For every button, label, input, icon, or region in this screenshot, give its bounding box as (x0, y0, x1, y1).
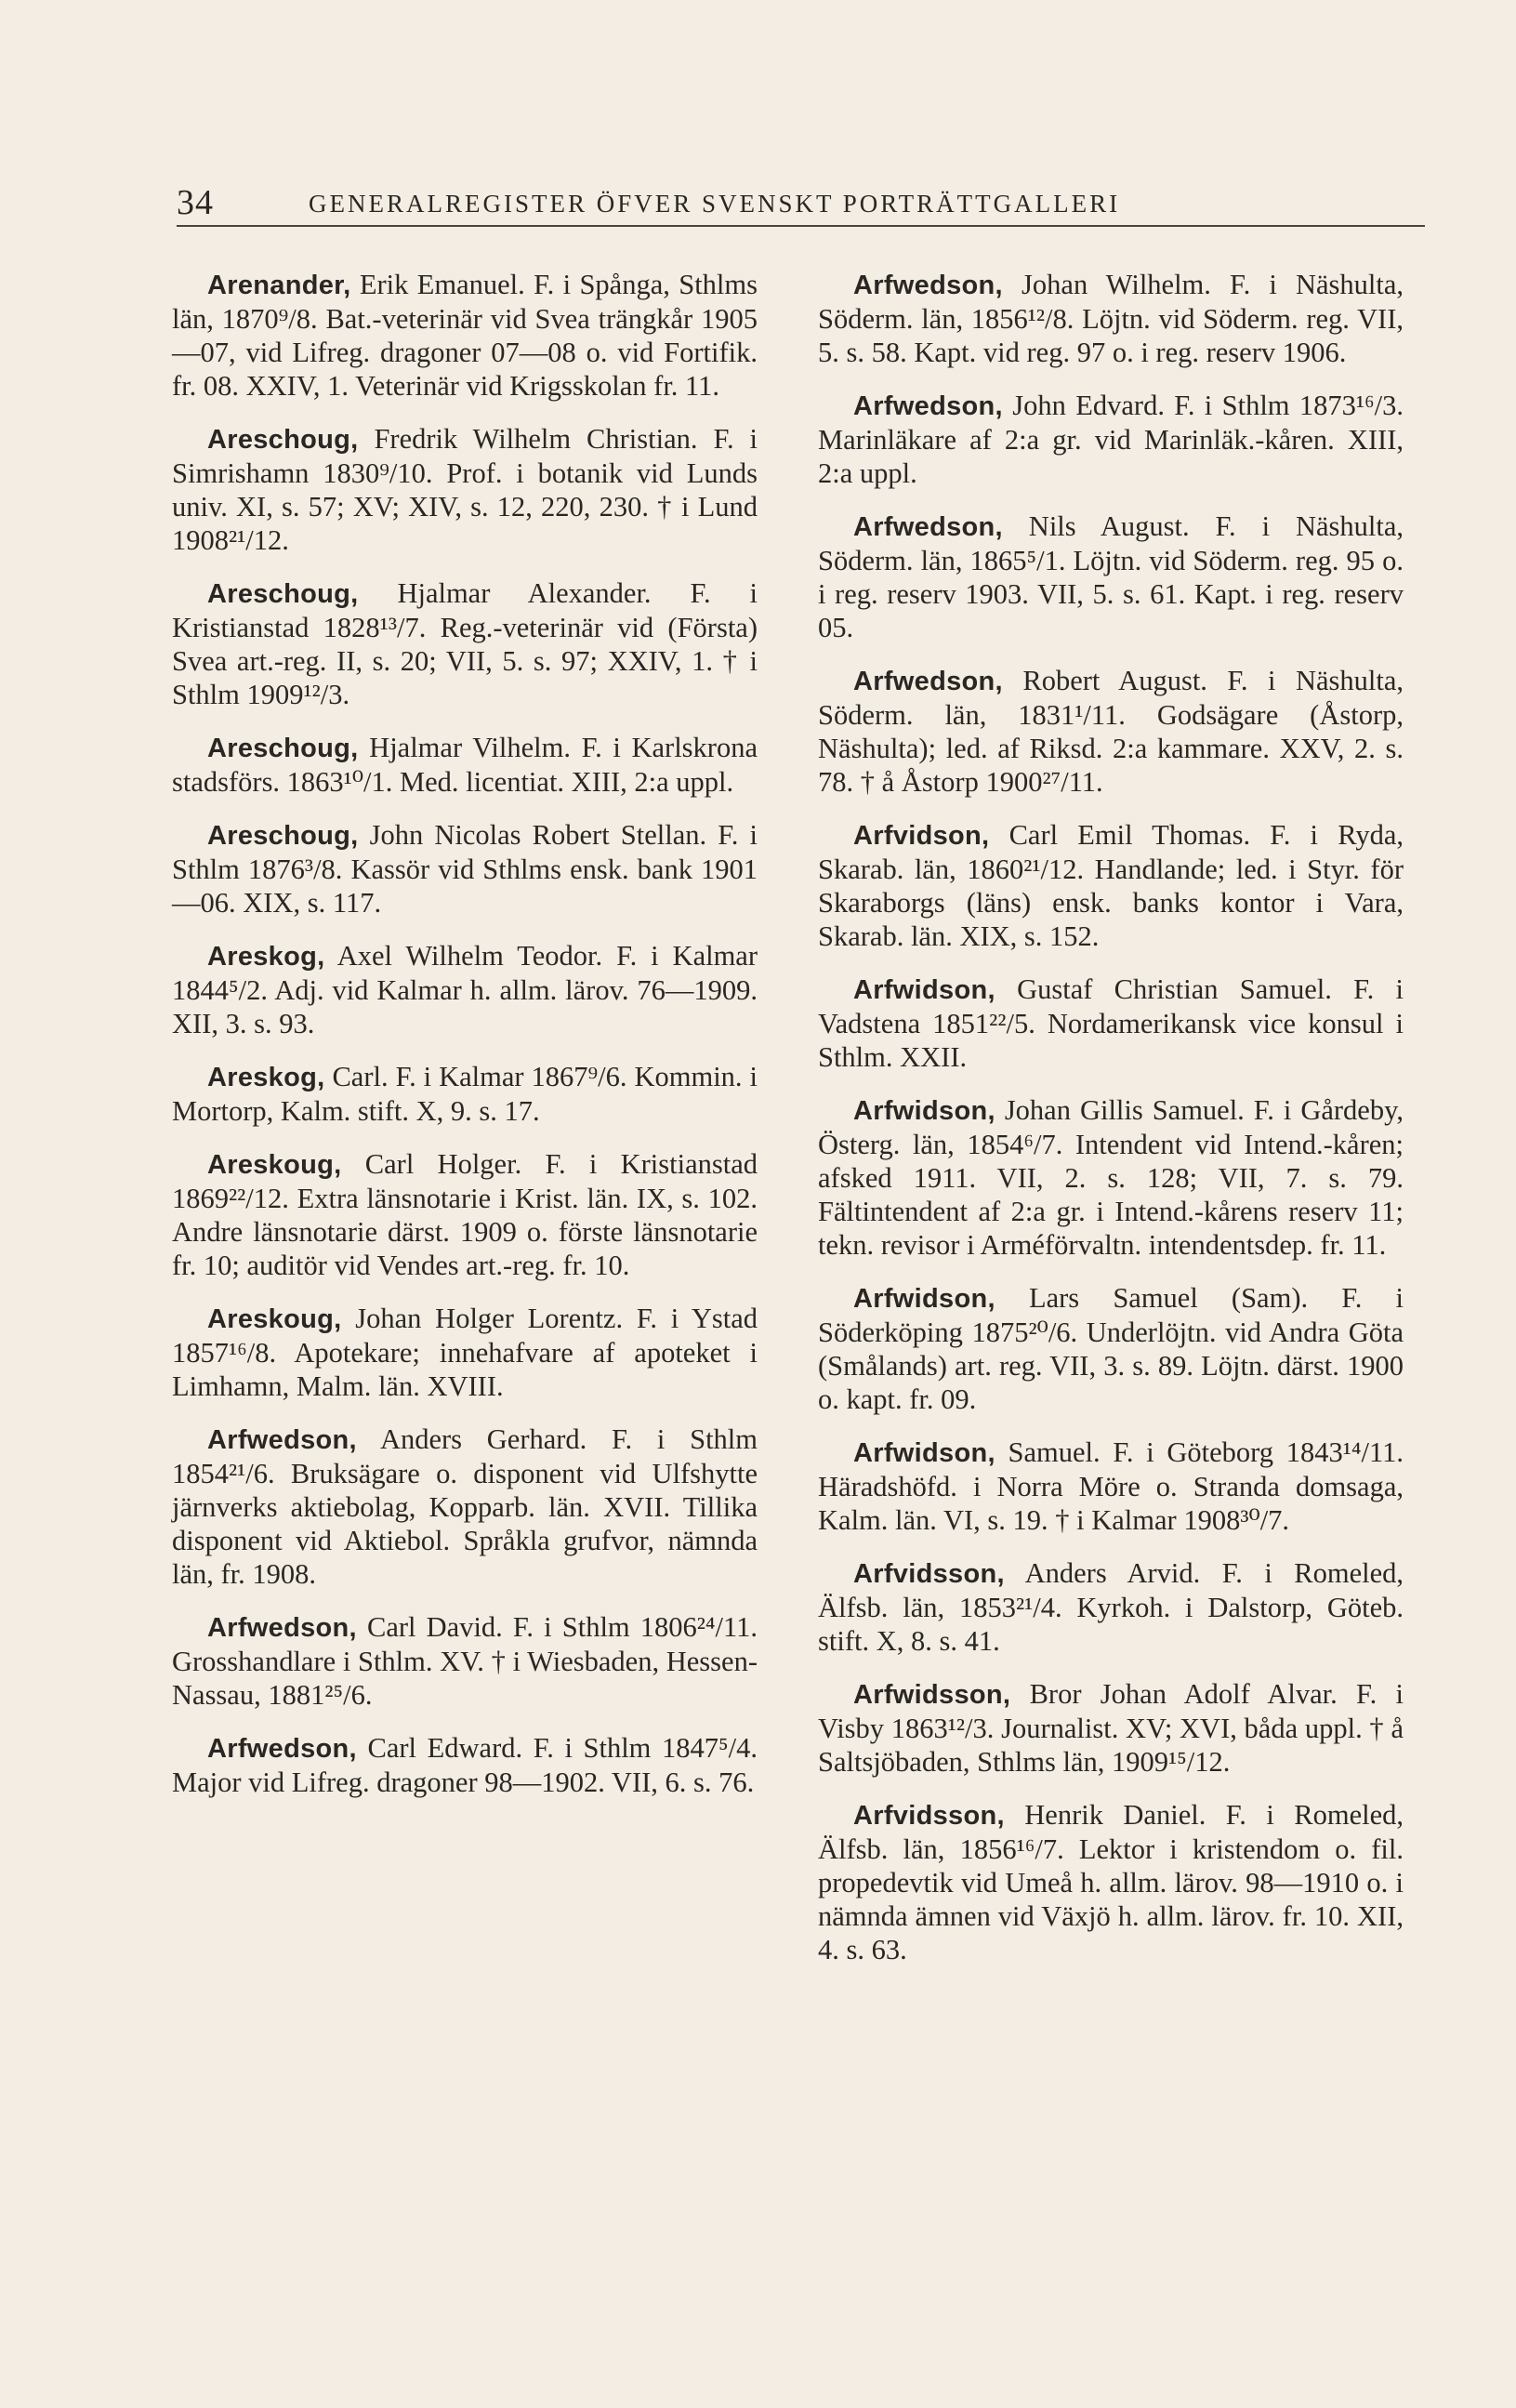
entry-name: Arfvidsson, (853, 1801, 1005, 1831)
right-column (818, 268, 1404, 1986)
register-entry (172, 1610, 758, 1712)
running-title: GENERALREGISTER ÖFVER SVENSKT PORTRÄTTGALLERI (309, 190, 1121, 218)
register-entry (172, 1060, 758, 1128)
entry-name: Arfwidson, (853, 1284, 995, 1314)
register-entry (818, 1798, 1404, 1966)
register-entry (172, 268, 758, 403)
register-entry (172, 1147, 758, 1282)
entry-text: Bror Johan Adolf Alvar. F. i Visby 1863¹²/3. Journalist. XV; XVI, båda uppl. † å Saltsjöbaden, Sthlms län, 1909¹⁵/12. (818, 1678, 1404, 1778)
entry-text: Robert August. F. i Näshulta, Söderm. län, 1831¹/11. Godsägare (Åstorp, Näshulta); led. af Riksd. 2:a kammare. XXV, 2. s. 78. † å Åstorp 1900²⁷/11. (818, 665, 1404, 798)
page-header (177, 182, 1425, 227)
entry-text: Nils August. F. i Näshulta, Söderm. län, 1865⁵/1. Löjtn. vid Söderm. reg. 95 o. i reg. reserv 1903. VII, 5. s. 61. Kapt. i reg. reserv 05. (818, 510, 1404, 643)
entry-text: Anders Arvid. F. i Romeled, Älfsb. län, 1853²¹/4. Kyrkoh. i Dalstorp, Göteb. stift. X, 8. s. 41. (818, 1557, 1404, 1657)
entry-text: Axel Wilhelm Teodor. F. i Kalmar 1844⁵/2. Adj. vid Kalmar h. allm. lärov. 76—1909. XII, 3. s. 93. (172, 940, 758, 1039)
entry-name: Arfwedson, (853, 271, 1003, 300)
entry-name: Arfwedson, (207, 1425, 357, 1455)
entry-text: Samuel. F. i Göteborg 1843¹⁴/11. Häradshöfd. i Norra Möre o. Stranda domsaga, Kalm. län. VI, s. 19. † i Kalmar 1908³⁰/7. (818, 1436, 1404, 1536)
register-entry (818, 1556, 1404, 1658)
register-entry (172, 1422, 758, 1591)
entry-text: Carl. F. i Kalmar 1867⁹/6. Kommin. i Mortorp, Kalm. stift. X, 9. s. 17. (172, 1061, 758, 1127)
register-entry (818, 389, 1404, 490)
entry-name: Arfwedson, (853, 667, 1003, 696)
register-entry (818, 664, 1404, 799)
entry-name: Areschoug, (207, 734, 359, 763)
entry-name: Arfwidson, (853, 975, 995, 1005)
entry-name: Arfvidsson, (853, 1559, 1005, 1589)
entry-name: Areschoug, (207, 579, 359, 609)
entry-name: Arfwedson, (207, 1613, 357, 1643)
entry-name: Arfwidson, (853, 1096, 995, 1126)
register-entry (172, 818, 758, 920)
entry-text: Johan Gillis Samuel. F. i Gårdeby, Österg. län, 1854⁶/7. Intendent vid Intend.-kåren; afsked 1911. VII, 2. s. 128; VII, 7. s. 79. Fältintendent af 2:a gr. i Intend.-kårens reserv 11; tekn. revisor i Arméförvaltn. intendentsdep. fr. 11. (818, 1094, 1404, 1261)
entry-name: Arfwedson, (853, 391, 1003, 421)
register-entry (818, 1436, 1404, 1537)
register-entry (818, 818, 1404, 953)
entry-text: Hjalmar Alexander. F. i Kristianstad 1828¹³/7. Reg.-veterinär vid (Första) Svea art.-reg. II, s. 20; VII, 5. s. 97; XXIV, 1. † i Sthlm 1909¹²/3. (172, 577, 758, 710)
entry-text: Henrik Daniel. F. i Romeled, Älfsb. län, 1856¹⁶/7. Lektor i kristendom o. fil. propedevtik vid Umeå h. allm. lärov. 98—1910 o. i nämnda ämnen vid Växjö h. allm. lärov. fr. 10. XII, 4. s. 63. (818, 1799, 1404, 1965)
entry-name: Arfwedson, (853, 512, 1003, 542)
entry-name: Areschoug, (207, 821, 359, 851)
register-entry (172, 1731, 758, 1799)
register-entry (818, 1093, 1404, 1262)
register-entry (172, 1302, 758, 1403)
entry-name: Arfwidsson, (853, 1680, 1011, 1710)
entry-name: Areskoug, (207, 1150, 342, 1180)
entry-text: John Edvard. F. i Sthlm 1873¹⁶/3. Marinläkare af 2:a gr. vid Marinläk.-kåren. XIII, 2:a uppl. (818, 390, 1404, 489)
entry-text: Johan Wilhelm. F. i Näshulta, Söderm. län, 1856¹²/8. Löjtn. vid Söderm. reg. VII, 5. s. 58. Kapt. vid reg. 97 o. i reg. reserv 1906. (818, 269, 1404, 368)
entry-text: Johan Holger Lorentz. F. i Ystad 1857¹⁶/8. Apotekare; innehafvare af apoteket i Limhamn, Malm. län. XVIII. (172, 1303, 758, 1402)
register-entry (818, 1281, 1404, 1416)
register-entry (172, 731, 758, 799)
entry-text: Carl David. F. i Sthlm 1806²⁴/11. Grosshandlare i Sthlm. XV. † i Wiesbaden, Hessen-Nassau, 1881²⁵/6. (172, 1611, 758, 1711)
entry-text: Hjalmar Vilhelm. F. i Karlskrona stadsförs. 1863¹⁰/1. Med. licentiat. XIII, 2:a uppl. (172, 732, 758, 798)
register-entry (818, 268, 1404, 369)
entry-name: Arfwedson, (207, 1734, 357, 1764)
entry-name: Areskoug, (207, 1304, 342, 1334)
entry-text: Carl Holger. F. i Kristianstad 1869²²/12. Extra länsnotarie i Krist. län. IX, s. 102. Andre länsnotarie därst. 1909 o. förste länsnotarie fr. 10; auditör vid Vendes art.-reg. fr. 10. (172, 1148, 758, 1281)
entry-name: Arfwidson, (853, 1438, 995, 1468)
register-entry (172, 422, 758, 557)
entry-text: Anders Gerhard. F. i Sthlm 1854²¹/6. Bruksägare o. disponent vid Ulfshytte järnverks aktiebolag, Kopparb. län. XVII. Tillika disponent vid Aktiebol. Språkla grufvor, nämnda län, fr. 1908. (172, 1423, 758, 1590)
entry-name: Areschoug, (207, 425, 359, 455)
entry-text: Gustaf Christian Samuel. F. i Vadstena 1851²²/5. Nordamerikansk vice konsul i Sthlm. XXII. (818, 973, 1404, 1073)
register-entry (172, 576, 758, 711)
entry-text: John Nicolas Robert Stellan. F. i Sthlm 1876³/8. Kassör vid Sthlms ensk. bank 1901—06. XIX, s. 117. (172, 819, 758, 919)
register-entry (172, 939, 758, 1040)
left-column (172, 268, 758, 1819)
register-entry (818, 509, 1404, 644)
register-entry (818, 972, 1404, 1074)
entry-text: Lars Samuel (Sam). F. i Söderköping 1875²⁰/6. Underlöjtn. vid Andra Göta (Smålands) art. reg. VII, 3. s. 89. Löjtn. därst. 1900 o. kapt. fr. 09. (818, 1282, 1404, 1415)
entry-text: Fredrik Wilhelm Christian. F. i Simrishamn 1830⁹/10. Prof. i botanik vid Lunds univ. XI, s. 57; XV; XIV, s. 12, 220, 230. † i Lund 1908²¹/12. (172, 423, 758, 556)
entry-text: Carl Edward. F. i Sthlm 1847⁵/4. Major vid Lifreg. dragoner 98—1902. VII, 6. s. 76. (172, 1732, 758, 1798)
page-number: 34 (177, 183, 214, 222)
register-entry (818, 1677, 1404, 1779)
entry-text: Carl Emil Thomas. F. i Ryda, Skarab. län, 1860²¹/12. Handlande; led. i Styr. för Skaraborgs (läns) ensk. banks kontor i Vara, Skarab. län. XIX, s. 152. (818, 819, 1404, 952)
entry-name: Areskog, (207, 1063, 325, 1092)
entry-name: Arfvidson, (853, 821, 990, 851)
entry-name: Arenander, (207, 271, 351, 300)
entry-name: Areskog, (207, 942, 325, 972)
entry-text: Erik Emanuel. F. i Spånga, Sthlms län, 1870⁹/8. Bat.-veterinär vid Svea trängkår 1905—07, vid Lifreg. dragoner 07—08 o. vid Fortifik. fr. 08. XXIV, 1. Veterinär vid Krigsskolan fr. 11. (172, 269, 758, 402)
